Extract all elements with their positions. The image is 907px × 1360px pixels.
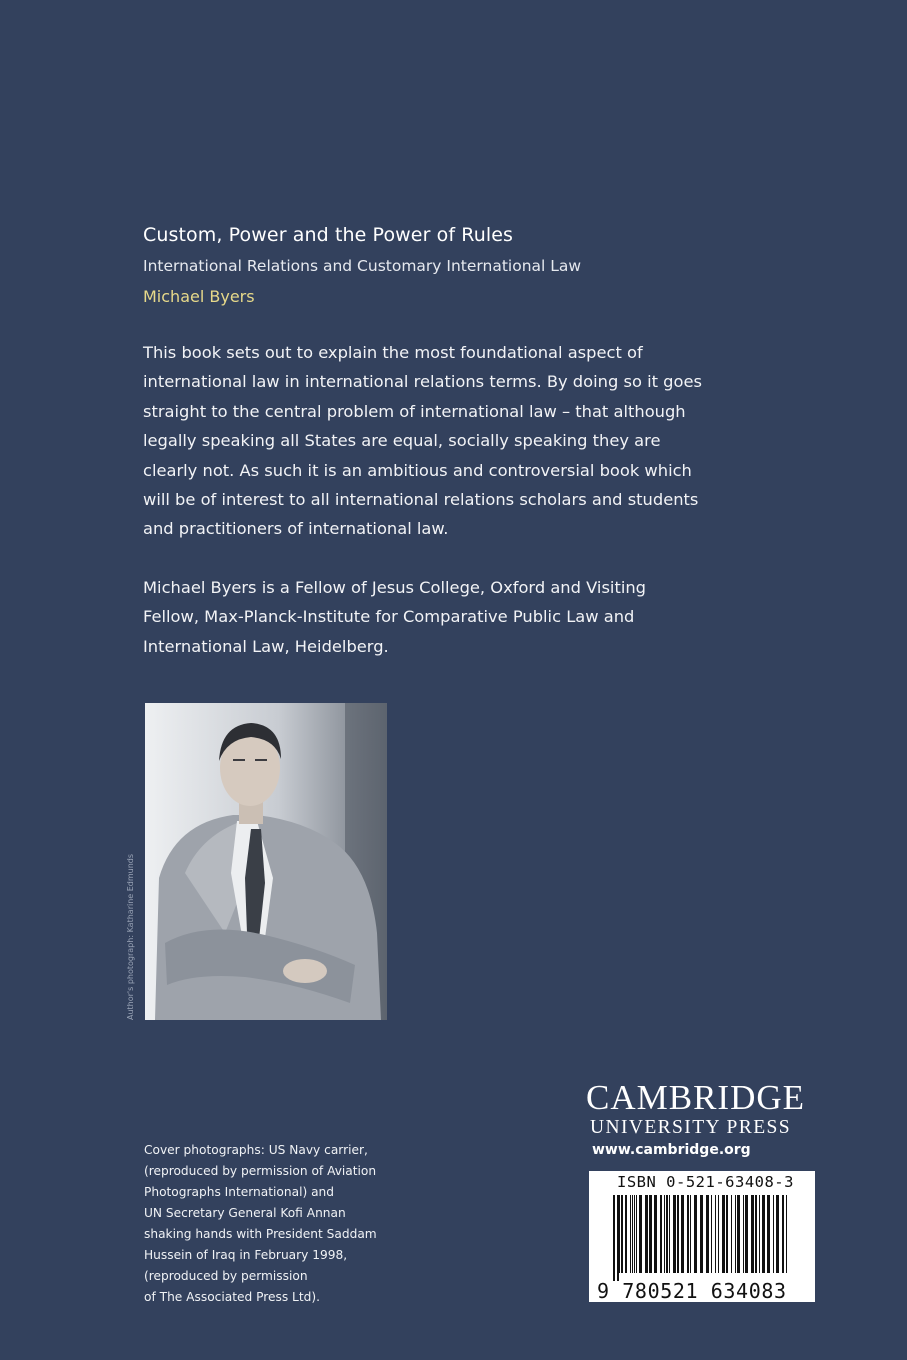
cover-credit-line: Cover photographs: US Navy carrier, — [144, 1143, 368, 1157]
book-author: Michael Byers — [143, 287, 255, 306]
cover-credit-line: Photographs International) and — [144, 1185, 335, 1199]
cover-credit-line: (reproduced by permission of Aviation — [144, 1164, 377, 1178]
author-photo — [145, 703, 387, 1020]
barcode-box — [589, 1171, 815, 1302]
ean-digits: 9 780521 634083 — [597, 1279, 787, 1303]
cover-credit-line: of The Associated Press Ltd). — [144, 1290, 320, 1304]
cover-credit-line: UN Secretary General Kofi Annan — [144, 1206, 346, 1220]
cover-credit-line: shaking hands with President Saddam — [144, 1227, 377, 1241]
cover-credit-line: Hussein of Iraq in February 1998, — [144, 1248, 348, 1262]
barcode-bars — [611, 1195, 801, 1281]
cover-credit — [144, 1140, 404, 1308]
author-bio: Michael Byers is a Fellow of Jesus College, Oxford and Visiting Fellow, Max-Planck-Institute for Comparative Public Law and International Law, Heidelberg. — [143, 578, 647, 656]
book-subtitle: International Relations and Customary International Law — [143, 257, 582, 275]
publisher-name: CAMBRIDGE — [586, 1078, 806, 1117]
isbn-number: ISBN 0-521-63408-3 — [617, 1173, 794, 1191]
cover-credit-line: (reproduced by permission — [144, 1269, 308, 1283]
photo-credit: Author's photograph: Katharine Edmunds — [126, 853, 135, 1020]
publisher-url: www.cambridge.org — [592, 1142, 751, 1158]
publisher-subname: UNIVERSITY PRESS — [590, 1117, 791, 1138]
blurb-paragraph: This book sets out to explain the most foundational aspect of international law in international relations terms. By doing so it goes straight to the central problem of international law – that although legally speaking all States are equal, socially speaking they are clearly not. As such it is an ambitious and controversial book which will be of interest to all international relations scholars and students and practitioners of international law. — [143, 343, 702, 539]
book-title: Custom, Power and the Power of Rules — [143, 224, 514, 246]
